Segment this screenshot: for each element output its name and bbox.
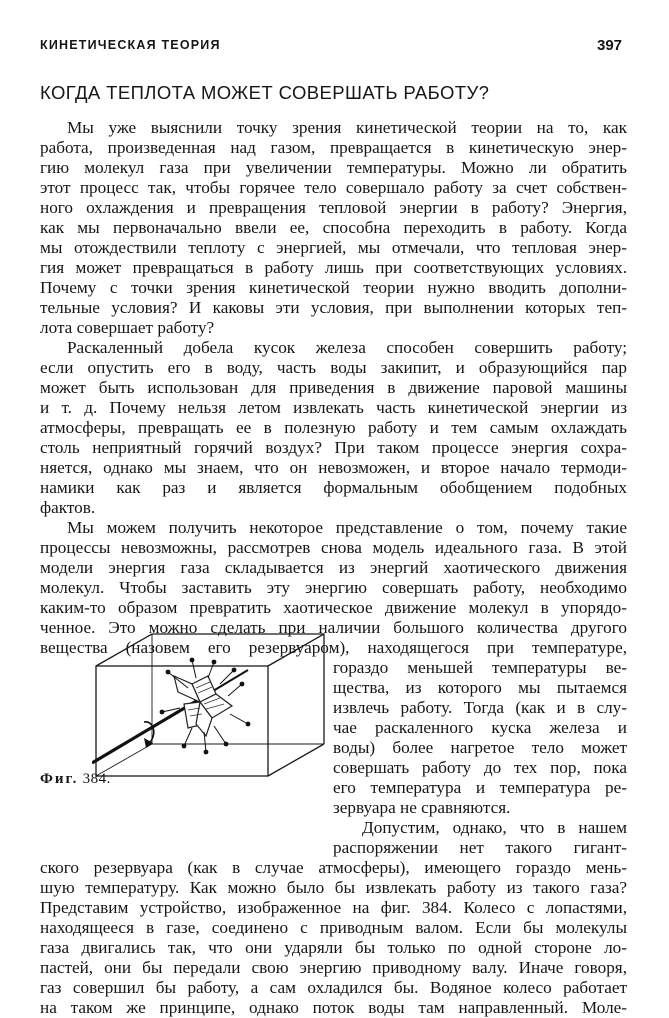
text-line: гию молекул газа при увеличении температуры. Можно ли обратить bbox=[40, 158, 627, 177]
text-line: лота совершает работу? bbox=[40, 318, 215, 337]
page-number: 397 bbox=[597, 37, 623, 54]
figure-384-paddle-wheel bbox=[92, 632, 328, 778]
text-line: распоряжении нет такого гигант- bbox=[333, 838, 627, 857]
text-line: фактов. bbox=[40, 498, 96, 517]
text-line: ного охлаждения и превращения тепловой энергии в работу? Энергия, bbox=[40, 198, 627, 217]
text-line: Мы можем получить некоторое представление о том, почему такие bbox=[67, 518, 627, 537]
text-line: шую температуру. Как можно было бы извлекать работу из такого газа? bbox=[40, 878, 627, 897]
text-line: на таком же принципе, однако поток воды там направленный. Моле- bbox=[40, 998, 627, 1017]
text-line: как мы первоначально ввели ее, способна переходить в работу. Когда bbox=[40, 218, 627, 237]
text-line: зервуара не сравняются. bbox=[333, 798, 511, 817]
figure-number: 384. bbox=[82, 771, 111, 787]
text-line: чае раскаленного куска железа и bbox=[333, 718, 627, 737]
text-line: Представим устройство, изображенное на фиг. 384. Колесо с лопастями, bbox=[40, 898, 627, 917]
text-line: извлечь работу. Тогда (как и в слу- bbox=[333, 698, 627, 717]
text-line: Мы уже выяснили точку зрения кинетической теории на то, как bbox=[67, 118, 627, 137]
text-line: тельные условия? И каковы эти условия, при выполнении которых теп- bbox=[40, 298, 627, 317]
text-line: атмосферы, превращать ее в полезную работу и тем самым охлаждать bbox=[40, 418, 627, 437]
text-line: молекул. Чтобы заставить эту энергию совершать работу, необходимо bbox=[40, 578, 627, 597]
running-header: КИНЕТИЧЕСКАЯ ТЕОРИЯ bbox=[40, 38, 221, 52]
section-title: КОГДА ТЕПЛОТА МОЖЕТ СОВЕРШАТЬ РАБОТУ? bbox=[40, 82, 490, 103]
text-line: воды) более нагретое тело может bbox=[333, 738, 627, 757]
text-line: вещества (назовем его резервуаром), находящегося при температуре, bbox=[40, 638, 627, 657]
text-line: няется, однако мы знаем, что он невозможен, и второе начало термоди- bbox=[40, 458, 627, 477]
text-line: Раскаленный добела кусок железа способен совершить работу; bbox=[67, 338, 627, 357]
text-line: модели энергия газа складывается из энергий хаотического движения bbox=[40, 558, 627, 577]
text-line: Допустим, однако, что в нашем bbox=[362, 818, 627, 837]
text-line: процессы невозможны, рассмотрев снова модель идеального газа. В этой bbox=[40, 538, 627, 557]
text-line: ского резервуара (как в случае атмосферы), имеющего гораздо мень- bbox=[40, 858, 627, 877]
text-line: мы отождествили теплоту с энергией, мы отмечали, что тепловая энер- bbox=[40, 238, 627, 257]
text-line: если опустить его в воду, часть воды закипит, и образующийся пар bbox=[40, 358, 627, 377]
text-line: Почему с точки зрения кинетической теории нужно вводить дополни- bbox=[40, 278, 627, 297]
figure-label: Фиг. bbox=[40, 771, 79, 787]
text-line: ченное. Это можно сделать при наличии большого количества другого bbox=[40, 618, 627, 637]
text-line: гораздо меньшей температуры ве- bbox=[333, 658, 627, 677]
text-line: этот процесс так, чтобы горячее тело совершало работу за счет собствен- bbox=[40, 178, 627, 197]
figure-caption bbox=[40, 771, 111, 788]
text-line: и т. д. Почему нельзя летом извлекать часть кинетической энергии из bbox=[40, 398, 627, 417]
text-line: гия может превращаться в работу лишь при соответствующих условиях. bbox=[40, 258, 627, 277]
text-line: работа, произведенная над газом, превращается в кинетическую энер- bbox=[40, 138, 627, 157]
text-line: столь неприятный горячий воздух? При таком процессе энергия сохра- bbox=[40, 438, 627, 457]
text-line: газ совершил бы работу, а сам охладился бы. Водяное колесо работает bbox=[40, 978, 627, 997]
text-line: его температура и температура ре- bbox=[333, 778, 627, 797]
text-line: совершать работу до тех пор, пока bbox=[333, 758, 627, 777]
text-line: находящееся в газе, соединено с приводным валом. Если бы молекулы bbox=[40, 918, 627, 937]
text-line: щества, из которого мы пытаемся bbox=[333, 678, 627, 697]
text-line: намики как раз и является формальным обобщением подобных bbox=[40, 478, 627, 497]
text-line: газа двигались так, что они ударяли бы только по одной стороне ло- bbox=[40, 938, 627, 957]
text-line: пастей, они бы передали свою энергию приводному валу. Иначе говоря, bbox=[40, 958, 627, 977]
text-line: каким-то образом превратить хаотическое движение молекул в упорядо- bbox=[40, 598, 627, 617]
text-line: может быть использован для приведения в движение паровой машины bbox=[40, 378, 627, 397]
